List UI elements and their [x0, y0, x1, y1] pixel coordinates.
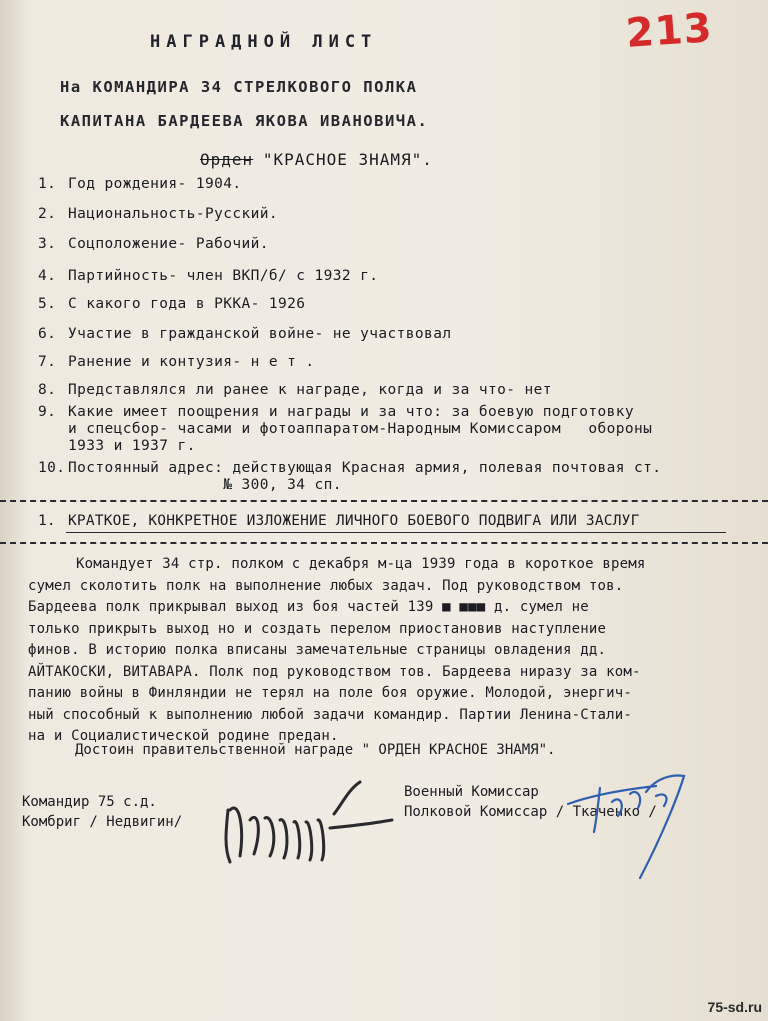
- section-heading: [38, 513, 640, 529]
- signature-left-title: Командир 75 с.д.: [22, 794, 157, 810]
- item-number: 4.: [38, 268, 57, 284]
- heading-underline: [66, 532, 726, 533]
- signature-left-block: [22, 792, 182, 832]
- order-line: [200, 150, 433, 169]
- item-continuation: и спецсбор- часами и фотоаппаратом-Народным Комиссаром обороны: [68, 421, 653, 437]
- item-number: 8.: [38, 382, 57, 398]
- narrative-line: на и Социалистической родине предан.: [28, 728, 339, 744]
- item-text: С какого года в РККА- 1926: [68, 296, 306, 312]
- narrative-line: только прикрыть выход но и создать перелом приостановив наступление: [28, 620, 607, 637]
- item-number: 7.: [38, 354, 57, 370]
- questionnaire-item: [38, 382, 552, 399]
- signature-right-name: Полковой Комиссар / Ткаченко /: [404, 804, 657, 820]
- item-continuation: 1933 и 1937 г.: [68, 438, 196, 454]
- questionnaire-item: [38, 236, 269, 253]
- questionnaire-item: [38, 268, 378, 285]
- signature-tkachenko: [560, 766, 700, 886]
- narrative-line: панию войны в Финляндии не терял на поле боя оружие. Молодой, энергич-: [28, 685, 633, 701]
- item-continuation: № 300, 34 сп.: [68, 477, 342, 493]
- signature-nedvigin: [210, 770, 400, 870]
- order-name: "КРАСНОЕ ЗНАМЯ".: [262, 150, 433, 169]
- recipient-line-2: КАПИТАНА БАРДЕЕВА ЯКОВА ИВАНОВИЧА.: [60, 112, 429, 130]
- divider-bottom: [0, 542, 768, 544]
- narrative-line: АЙТАКОСКИ, ВИТАВАРА. Полк под руководством тов. Бардеева ниразу за ком-: [28, 663, 641, 680]
- narrative-line: ный способный к выполнению любой задачи командир. Партии Ленина-Стали-: [28, 706, 633, 723]
- page-number: 213: [624, 5, 714, 57]
- item-text: Постоянный адрес: действующая Красная армия, полевая почтовая ст.: [68, 460, 662, 476]
- item-text: Национальность-Русский.: [68, 206, 278, 222]
- item-number: 3.: [38, 236, 57, 252]
- narrative-line: финов. В историю полка вписаны замечательные страницы овладения дд.: [28, 642, 607, 658]
- footer-url: 75-sd.ru: [707, 999, 762, 1015]
- document-title: НАГРАДНОЙ ЛИСТ: [150, 32, 378, 52]
- section-heading-text: КРАТКОЕ, КОНКРЕТНОЕ ИЗЛОЖЕНИЕ ЛИЧНОГО БОЕВОГО ПОДВИГА ИЛИ ЗАСЛУГ: [68, 513, 640, 529]
- narrative-line: Командует 34 стр. полком с декабря м-ца 1939 года в короткое время: [76, 556, 646, 572]
- item-number: 2.: [38, 206, 57, 222]
- narrative-text: [28, 554, 738, 748]
- questionnaire-item: [38, 296, 305, 313]
- item-number: 6.: [38, 326, 57, 342]
- signature-left-name: Комбриг / Недвигин/: [22, 814, 183, 830]
- item-number: 5.: [38, 296, 57, 312]
- item-text: Участие в гражданской войне- не участвовал: [68, 326, 452, 342]
- section-number: 1.: [38, 513, 56, 529]
- closing-statement: Достоин правительственной награде " ОРДЕН КРАСНОЕ ЗНАМЯ".: [75, 742, 556, 758]
- narrative-line: сумел сколотить полк на выполнение любых задач. Под руководством тов.: [28, 577, 624, 594]
- narrative-line: Бардеева полк прикрывал выход из боя частей 139 ■ ■■■ д. сумел не: [28, 599, 589, 615]
- questionnaire-item: [38, 206, 278, 223]
- item-text: Какие имеет поощрения и награды и за что: за боевую подготовку: [68, 404, 635, 420]
- item-text: Соцположение- Рабочий.: [68, 236, 269, 252]
- item-number: 9.: [38, 404, 57, 420]
- recipient-line-1: На КОМАНДИРА 34 СТРЕЛКОВОГО ПОЛКА: [60, 78, 418, 96]
- item-number: 10.: [38, 460, 66, 476]
- item-text: Год рождения- 1904.: [68, 176, 242, 192]
- questionnaire-item: [38, 354, 315, 371]
- questionnaire-item: [38, 176, 241, 193]
- questionnaire-item: [38, 326, 451, 343]
- order-struck-word: Орден: [200, 150, 254, 169]
- divider-top: [0, 500, 768, 502]
- questionnaire-item: [38, 460, 661, 494]
- item-text: Ранение и контузия- н е т .: [68, 354, 315, 370]
- questionnaire-item: [38, 404, 652, 455]
- signature-right-title: Военный Комиссар: [404, 784, 539, 800]
- item-text: Представлялся ли ранее к награде, когда и за что- нет: [68, 382, 552, 398]
- item-text: Партийность- член ВКП/б/ с 1932 г.: [68, 268, 379, 284]
- item-number: 1.: [38, 176, 57, 192]
